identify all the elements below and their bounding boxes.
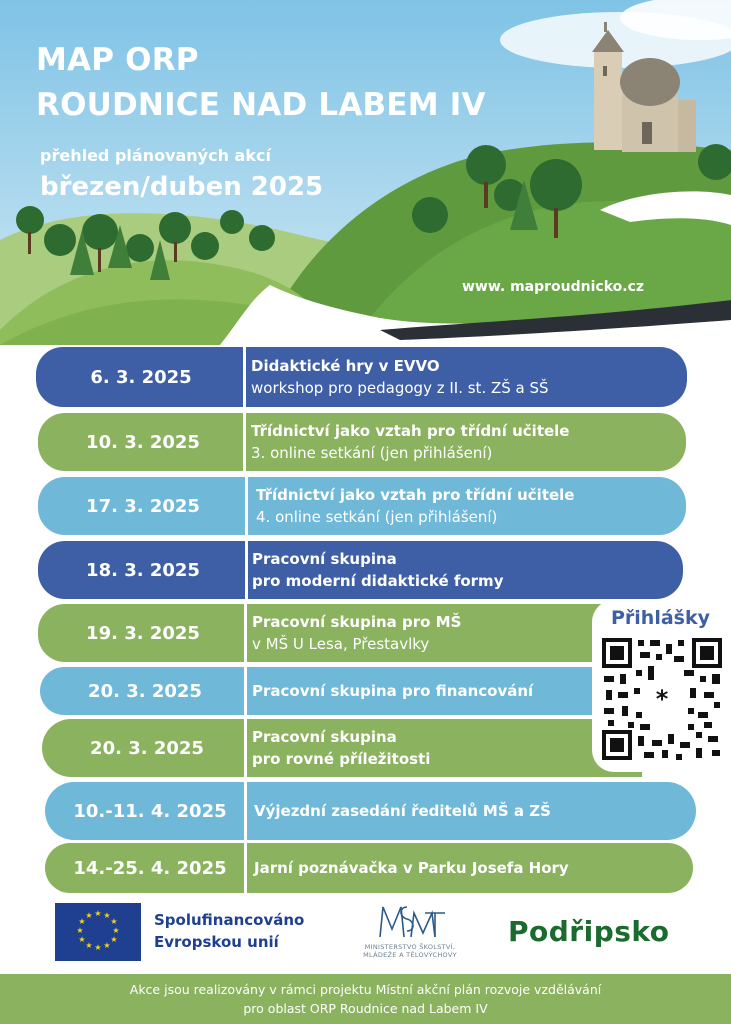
- event-detail: 4. online setkání (jen přihlášení): [256, 508, 498, 526]
- event-row: [45, 782, 696, 840]
- svg-text:★: ★: [78, 935, 86, 944]
- event-detail: v MŠ U Lesa, Přestavlky: [252, 635, 430, 653]
- qr-code-icon[interactable]: [600, 636, 724, 762]
- event-divider: [245, 477, 248, 535]
- event-divider: [244, 719, 247, 777]
- eu-flag-icon: [55, 903, 141, 961]
- svg-text:★: ★: [85, 911, 93, 920]
- event-date: 17. 3. 2025: [86, 495, 200, 517]
- event-title: Pracovní skupina pro MŠ: [252, 613, 462, 631]
- event-title: Pracovní skupina pro financování: [252, 682, 534, 700]
- msmt-logo-icon: [345, 899, 475, 943]
- footer-line-1: Akce jsou realizovány v rámci projektu Místní akční plán rozvoje vzdělávání: [129, 982, 602, 997]
- event-text: [254, 843, 569, 893]
- event-row: [38, 604, 638, 662]
- event-detail: pro rovné příležitosti: [252, 750, 431, 768]
- event-detail: workshop pro pedagogy z II. st. ZŠ a SŠ: [251, 379, 549, 397]
- title-line-2: ROUDNICE NAD LABEM IV: [36, 87, 486, 123]
- event-detail: pro moderní didaktické formy: [252, 572, 504, 590]
- event-title: Výjezdní zasedání ředitelů MŠ a ZŠ: [254, 802, 551, 820]
- svg-text:★: ★: [110, 935, 118, 944]
- event-text: [251, 413, 569, 471]
- event-text: [254, 782, 551, 840]
- title-line-1: MAP ORP: [36, 42, 199, 78]
- event-date: 18. 3. 2025: [86, 559, 200, 581]
- event-title: Třídnictví jako vztah pro třídní učitele: [256, 486, 575, 504]
- event-date: 14.-25. 4. 2025: [73, 857, 227, 879]
- footer-line-2: pro oblast ORP Roudnice nad Labem IV: [243, 1001, 488, 1016]
- partner-logos: [0, 895, 731, 965]
- svg-text:★: ★: [85, 941, 93, 950]
- poster-title: [36, 38, 486, 128]
- event-divider: [244, 843, 247, 893]
- event-divider: [245, 541, 248, 599]
- podripsko-logo: Podřipsko: [508, 915, 670, 948]
- event-title: Pracovní skupina: [252, 728, 397, 746]
- event-divider: [244, 782, 247, 840]
- event-text: [252, 719, 430, 777]
- event-detail: 3. online setkání (jen přihlášení): [251, 444, 493, 462]
- svg-text:★: ★: [94, 909, 102, 918]
- poster-period: březen/duben 2025: [40, 172, 324, 202]
- event-row: [42, 719, 642, 777]
- svg-text:★: ★: [110, 917, 118, 926]
- footer-note: [0, 974, 731, 1024]
- event-row: [36, 347, 687, 407]
- msmt-caption-line-1: MINISTERSTVO ŠKOLSTVÍ,: [364, 943, 456, 951]
- svg-text:★: ★: [112, 926, 120, 935]
- event-divider: [244, 667, 247, 715]
- msmt-caption: [345, 943, 475, 959]
- event-row: [38, 541, 683, 599]
- event-text: [256, 477, 574, 535]
- event-divider: [244, 604, 247, 662]
- eu-line-2: Evropskou unií: [154, 933, 279, 951]
- registration-label: Přihlášky: [611, 607, 710, 629]
- event-date: 20. 3. 2025: [88, 680, 202, 702]
- eu-cofunding-label: [154, 909, 304, 953]
- event-date: 10.-11. 4. 2025: [73, 800, 227, 822]
- event-title: Pracovní skupina: [252, 550, 397, 568]
- event-row: [45, 843, 693, 893]
- event-date: 6. 3. 2025: [90, 366, 192, 388]
- event-date: 19. 3. 2025: [86, 622, 200, 644]
- event-row: [38, 413, 686, 471]
- eu-line-1: Spolufinancováno: [154, 911, 305, 929]
- svg-text:★: ★: [94, 943, 102, 952]
- svg-text:★: ★: [76, 926, 84, 935]
- event-text: [252, 604, 461, 662]
- event-text: [251, 347, 549, 407]
- event-row: [38, 477, 686, 535]
- event-divider: [243, 413, 246, 471]
- event-text: [252, 667, 533, 715]
- poster-subtitle: přehled plánovaných akcí: [40, 146, 271, 165]
- event-divider: [243, 347, 246, 407]
- event-row: [40, 667, 600, 715]
- svg-text:*: *: [655, 685, 669, 713]
- event-title: Jarní poznávačka v Parku Josefa Hory: [254, 859, 569, 877]
- website-link[interactable]: www. maproudnicko.cz: [462, 279, 645, 295]
- event-title: Třídnictví jako vztah pro třídní učitele: [251, 422, 570, 440]
- svg-text:★: ★: [78, 917, 86, 926]
- event-date: 20. 3. 2025: [90, 737, 204, 759]
- svg-text:★: ★: [103, 911, 111, 920]
- svg-text:★: ★: [103, 941, 111, 950]
- event-text: [252, 541, 503, 599]
- msmt-caption-line-2: MLÁDEŽE A TĚLOVÝCHOVY: [363, 951, 457, 959]
- event-date: 10. 3. 2025: [86, 431, 200, 453]
- event-title: Didaktické hry v EVVO: [251, 357, 440, 375]
